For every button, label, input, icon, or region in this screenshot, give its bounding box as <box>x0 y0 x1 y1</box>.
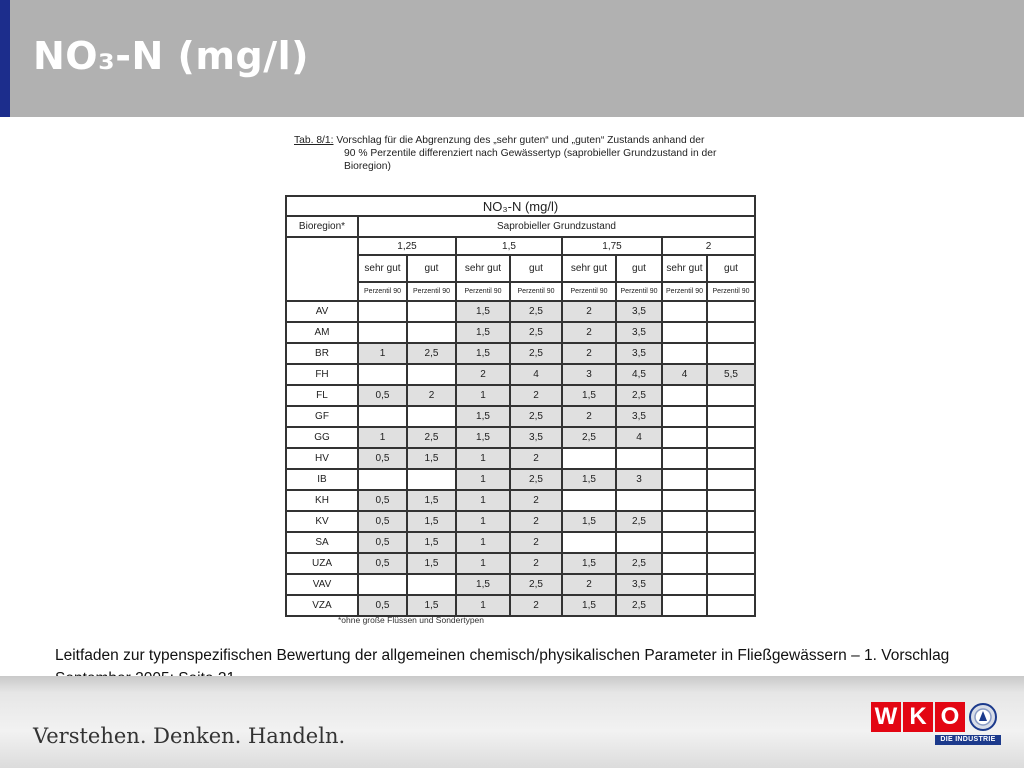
logo-subtitle: DIE INDUSTRIE <box>935 735 1001 745</box>
caption-line-2: 90 % Perzentile differenziert nach Gewässertyp (saprobieller Grundzustand in der <box>344 148 717 159</box>
table-title: NO₃-N (mg/l) <box>286 196 755 216</box>
caption-line-1: Vorschlag für die Abgrenzung des „sehr guten“ und „guten“ Zustands anhand der <box>336 135 705 146</box>
value-cell <box>662 574 707 595</box>
value-cell: 2 <box>510 511 562 532</box>
quality-header: sehr gut <box>662 255 707 282</box>
value-cell <box>707 469 755 490</box>
table-row <box>286 553 755 574</box>
value-cell: 3,5 <box>616 322 662 343</box>
level-header: 1,5 <box>456 237 562 255</box>
value-cell: 1 <box>456 532 510 553</box>
value-cell <box>662 406 707 427</box>
value-cell <box>707 385 755 406</box>
value-cell: 4 <box>510 364 562 385</box>
value-cell: 0,5 <box>358 595 407 616</box>
value-cell: 1,5 <box>562 469 616 490</box>
footer-slogan: Verstehen. Denken. Handeln. <box>33 724 346 748</box>
quality-header: gut <box>616 255 662 282</box>
quality-header: sehr gut <box>562 255 616 282</box>
region-cell: VZA <box>286 595 358 616</box>
value-cell: 3,5 <box>616 574 662 595</box>
region-cell: KH <box>286 490 358 511</box>
value-cell <box>407 469 456 490</box>
level-header: 1,75 <box>562 237 662 255</box>
value-cell: 1 <box>358 427 407 448</box>
table-footnote: *ohne große Flüssen und Sondertypen <box>338 615 485 625</box>
region-cell: BR <box>286 343 358 364</box>
value-cell: 0,5 <box>358 385 407 406</box>
percentile-header: Perzentil 90 <box>616 282 662 301</box>
value-cell: 2 <box>510 385 562 406</box>
value-cell <box>662 490 707 511</box>
region-cell: IB <box>286 469 358 490</box>
region-cell: FH <box>286 364 358 385</box>
value-cell: 3,5 <box>616 301 662 322</box>
value-cell <box>407 364 456 385</box>
value-cell <box>407 322 456 343</box>
value-cell: 2,5 <box>407 427 456 448</box>
value-cell: 3,5 <box>616 343 662 364</box>
value-cell: 1 <box>456 469 510 490</box>
percentile-header: Perzentil 90 <box>562 282 616 301</box>
value-cell: 2,5 <box>510 343 562 364</box>
value-cell: 2,5 <box>562 427 616 448</box>
region-cell: SA <box>286 532 358 553</box>
value-cell: 1,5 <box>407 490 456 511</box>
slide-title: NO₃-N (mg/l) <box>33 34 309 78</box>
quality-header: gut <box>510 255 562 282</box>
value-cell: 1,5 <box>456 322 510 343</box>
value-cell <box>407 301 456 322</box>
table-row <box>286 385 755 406</box>
quality-header: gut <box>707 255 755 282</box>
value-cell: 1,5 <box>562 385 616 406</box>
region-cell: KV <box>286 511 358 532</box>
logo-letter: O <box>935 702 965 732</box>
value-cell: 1,5 <box>456 574 510 595</box>
value-cell <box>707 490 755 511</box>
value-cell: 2,5 <box>616 595 662 616</box>
caption-label: Tab. 8/1: <box>294 135 334 146</box>
value-cell: 2,5 <box>510 301 562 322</box>
value-cell: 1 <box>456 511 510 532</box>
value-cell <box>562 532 616 553</box>
value-cell: 2,5 <box>510 574 562 595</box>
value-cell: 1 <box>456 490 510 511</box>
value-cell: 3 <box>562 364 616 385</box>
table-row <box>286 406 755 427</box>
value-cell: 1 <box>456 595 510 616</box>
region-cell: GG <box>286 427 358 448</box>
value-cell: 2 <box>510 448 562 469</box>
value-cell: 2 <box>510 595 562 616</box>
value-cell <box>358 301 407 322</box>
value-cell: 2,5 <box>407 343 456 364</box>
value-cell: 4 <box>662 364 707 385</box>
title-accent-stripe <box>0 0 10 117</box>
percentile-header: Perzentil 90 <box>707 282 755 301</box>
value-cell <box>616 532 662 553</box>
value-cell: 2,5 <box>510 322 562 343</box>
value-cell: 5,5 <box>707 364 755 385</box>
value-cell: 2,5 <box>510 406 562 427</box>
value-cell: 1,5 <box>456 301 510 322</box>
table-row <box>286 511 755 532</box>
value-cell: 1 <box>456 448 510 469</box>
level-header: 2 <box>662 237 755 255</box>
value-cell <box>707 553 755 574</box>
value-cell: 1,5 <box>562 553 616 574</box>
value-cell: 2 <box>456 364 510 385</box>
value-cell <box>707 322 755 343</box>
percentile-header: Perzentil 90 <box>510 282 562 301</box>
region-cell: UZA <box>286 553 358 574</box>
value-cell: 4 <box>616 427 662 448</box>
value-cell <box>562 490 616 511</box>
region-cell: AM <box>286 322 358 343</box>
nitrate-threshold-table <box>285 195 756 617</box>
caption-line-3: Bioregion) <box>344 161 391 172</box>
value-cell <box>707 448 755 469</box>
logo-letter: K <box>903 702 933 732</box>
value-cell <box>662 385 707 406</box>
region-cell: VAV <box>286 574 358 595</box>
value-cell: 2 <box>562 322 616 343</box>
header-corner-blank <box>286 237 358 301</box>
value-cell: 0,5 <box>358 553 407 574</box>
value-cell: 0,5 <box>358 511 407 532</box>
value-cell: 1,5 <box>407 595 456 616</box>
value-cell: 4,5 <box>616 364 662 385</box>
table-row <box>286 427 755 448</box>
value-cell: 1,5 <box>407 448 456 469</box>
value-cell: 1,5 <box>407 511 456 532</box>
value-cell <box>358 406 407 427</box>
value-cell: 2 <box>510 553 562 574</box>
value-cell: 1,5 <box>562 511 616 532</box>
value-cell <box>707 406 755 427</box>
value-cell <box>707 301 755 322</box>
value-cell <box>662 553 707 574</box>
quality-header: gut <box>407 255 456 282</box>
value-cell <box>662 448 707 469</box>
value-cell <box>662 532 707 553</box>
value-cell: 1 <box>358 343 407 364</box>
value-cell: 2 <box>510 532 562 553</box>
value-cell: 1,5 <box>456 427 510 448</box>
value-cell: 2 <box>510 490 562 511</box>
quality-header: sehr gut <box>456 255 510 282</box>
table-row <box>286 490 755 511</box>
value-cell <box>662 301 707 322</box>
percentile-header: Perzentil 90 <box>662 282 707 301</box>
quality-header: sehr gut <box>358 255 407 282</box>
value-cell: 1,5 <box>407 532 456 553</box>
percentile-header: Perzentil 90 <box>456 282 510 301</box>
value-cell: 1,5 <box>407 553 456 574</box>
value-cell <box>616 490 662 511</box>
table-row <box>286 343 755 364</box>
value-cell <box>616 448 662 469</box>
value-cell <box>707 427 755 448</box>
value-cell <box>358 574 407 595</box>
logo-emblem-icon <box>967 702 999 732</box>
value-cell: 0,5 <box>358 490 407 511</box>
row-header-label: Bioregion* <box>286 216 358 237</box>
region-cell: AV <box>286 301 358 322</box>
value-cell <box>662 343 707 364</box>
scanned-table-figure <box>282 130 757 630</box>
value-cell: 1,5 <box>562 595 616 616</box>
table-row <box>286 469 755 490</box>
value-cell <box>662 322 707 343</box>
value-cell: 1,5 <box>456 406 510 427</box>
table-row <box>286 595 755 616</box>
wko-logo <box>871 702 1001 746</box>
value-cell: 2 <box>562 574 616 595</box>
value-cell <box>707 595 755 616</box>
value-cell: 3,5 <box>616 406 662 427</box>
value-cell: 1,5 <box>456 343 510 364</box>
source-reference: Leitfaden zur typenspezifischen Bewertung der allgemeinen chemisch/physikalischen Parameter in Fließgewässern – 1. Vorschlag <box>55 647 950 664</box>
value-cell: 3,5 <box>510 427 562 448</box>
value-cell: 2,5 <box>616 385 662 406</box>
percentile-header: Perzentil 90 <box>407 282 456 301</box>
region-cell: GF <box>286 406 358 427</box>
value-cell: 2,5 <box>510 469 562 490</box>
value-cell: 1 <box>456 385 510 406</box>
value-cell: 0,5 <box>358 448 407 469</box>
value-cell <box>358 469 407 490</box>
value-cell <box>707 343 755 364</box>
value-cell <box>707 574 755 595</box>
value-cell: 2,5 <box>616 553 662 574</box>
value-cell <box>562 448 616 469</box>
value-cell <box>662 511 707 532</box>
value-cell <box>707 511 755 532</box>
value-cell <box>662 595 707 616</box>
title-bar <box>0 0 1024 117</box>
value-cell <box>407 574 456 595</box>
region-cell: HV <box>286 448 358 469</box>
value-cell <box>707 532 755 553</box>
table-row <box>286 448 755 469</box>
table-row <box>286 532 755 553</box>
value-cell: 2,5 <box>616 511 662 532</box>
value-cell <box>358 364 407 385</box>
value-cell <box>662 469 707 490</box>
percentile-header: Perzentil 90 <box>358 282 407 301</box>
value-cell: 2 <box>562 343 616 364</box>
table-row <box>286 301 755 322</box>
value-cell <box>358 322 407 343</box>
value-cell <box>662 427 707 448</box>
region-cell: FL <box>286 385 358 406</box>
value-cell <box>407 406 456 427</box>
table-caption <box>294 134 754 173</box>
value-cell: 3 <box>616 469 662 490</box>
group-header: Saprobieller Grundzustand <box>358 216 755 237</box>
level-header: 1,25 <box>358 237 456 255</box>
table-row <box>286 574 755 595</box>
table-row <box>286 364 755 385</box>
value-cell: 0,5 <box>358 532 407 553</box>
value-cell: 1 <box>456 553 510 574</box>
table-row <box>286 322 755 343</box>
value-cell: 2 <box>562 406 616 427</box>
logo-letter: W <box>871 702 901 732</box>
value-cell: 2 <box>562 301 616 322</box>
value-cell: 2 <box>407 385 456 406</box>
